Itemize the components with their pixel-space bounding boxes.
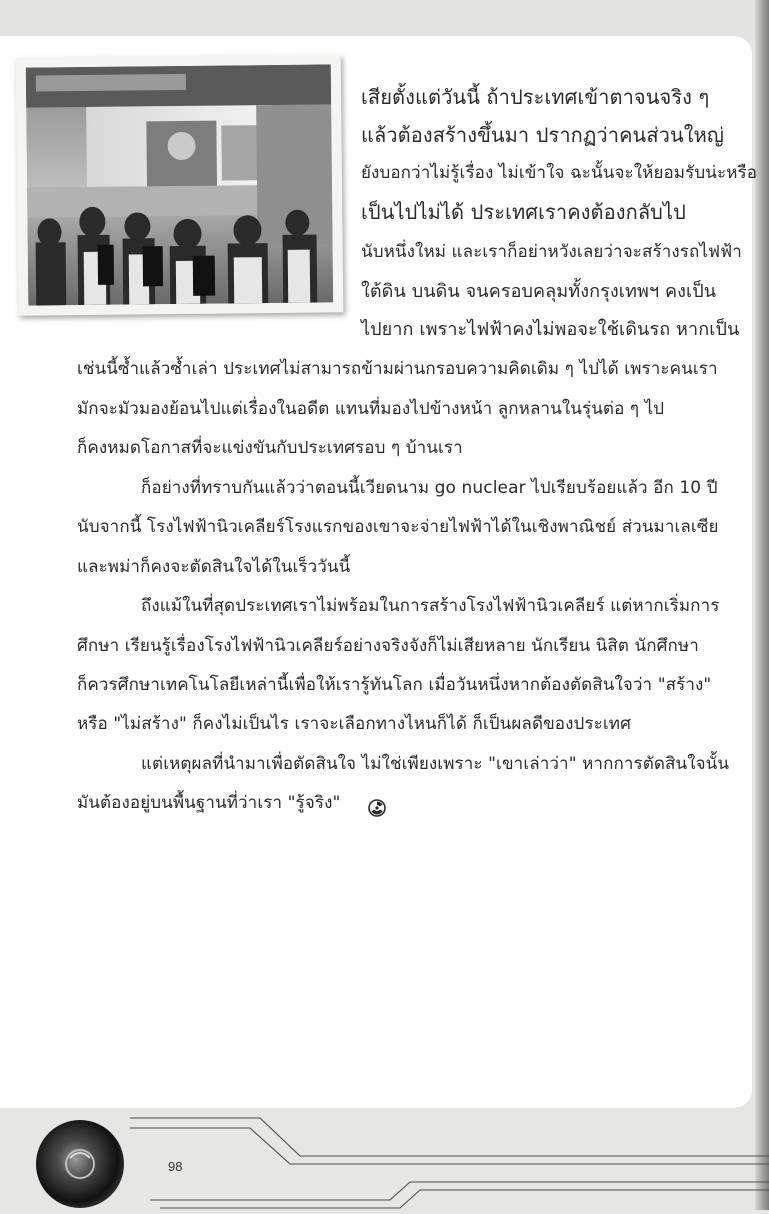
text-line: ก็อย่างที่ทราบกันแล้วว่าตอนนี้เวียดนาม go nuclear ไปเรียบร้อยแล้ว อีก 10 ปี bbox=[141, 478, 718, 498]
text-line: และพม่าก็คงจะตัดสินใจได้ในเร็ววันนี้ bbox=[77, 557, 351, 577]
text-line: ก็คงหมดโอกาสที่จะแข่งขันกับประเทศรอบ ๆ บ้านเรา bbox=[77, 438, 463, 458]
globe-orb-icon bbox=[36, 1120, 124, 1208]
text-line: นับหนึ่งใหม่ และเราก็อย่าหวังเลยว่าจะสร้างรถไฟฟ้า bbox=[361, 242, 742, 262]
page-footer bbox=[0, 1108, 769, 1210]
radiation-icon bbox=[368, 799, 386, 817]
text-line: ถึงแม้ในที่สุดประเทศเราไม่พร้อมในการสร้างโรงไฟฟ้านิวเคลียร์ แต่หากเริ่มการ bbox=[141, 596, 720, 616]
text-line: มันต้องอยู่บนพื้นฐานที่ว่าเรา "รู้จริง" bbox=[77, 793, 341, 813]
footer-circuit-decoration bbox=[0, 1108, 769, 1210]
text-line: แต่เหตุผลที่นำมาเพื่อตัดสินใจ ไม่ใช่เพียงเพราะ "เขาเล่าว่า" หากการตัดสินใจนั้น bbox=[141, 754, 730, 774]
text-line: ยังบอกว่าไม่รู้เรื่อง ไม่เข้าใจ ฉะนั้นจะให้ยอมรับน่ะหรือ bbox=[361, 163, 758, 183]
text-line: นับจากนี้ โรงไฟฟ้านิวเคลียร์โรงแรกของเขาจะจ่ายไฟฟ้าได้ในเชิงพาณิชย์ ส่วนมาเลเซีย bbox=[77, 517, 719, 537]
page-number: 98 bbox=[168, 1159, 183, 1174]
text-line: ใต้ดิน บนดิน จนครอบคลุมทั้งกรุงเทพฯ คงเป็น bbox=[361, 281, 717, 302]
text-line: แล้วต้องสร้างขึ้นมา ปรากฏว่าคนส่วนใหญ่ bbox=[361, 123, 725, 147]
text-line: เช่นนี้ซ้ำแล้วซ้ำเล่า ประเทศไม่สามารถข้ามผ่านกรอบความคิดเดิม ๆ ไปได้ เพราะคนเรา bbox=[77, 359, 718, 379]
text-line: เสียตั้งแต่วันนี้ ถ้าประเทศเข้าตาจนจริง ๆ bbox=[361, 85, 710, 109]
text-line: หรือ "ไม่สร้าง" ก็คงไม่เป็นไร เราจะเลือกทางไหนก็ได้ ก็เป็นผลดีของประเทศ bbox=[77, 714, 631, 734]
text-line: เป็นไปไม่ได้ ประเทศเราคงต้องกลับไป bbox=[361, 200, 686, 224]
text-line: ไปยาก เพราะไฟฟ้าคงไม่พอจะใช้เดินรถ หากเป็น bbox=[361, 319, 740, 340]
text-line: มักจะมัวมองย้อนไปแต่เรื่องในอดีต แทนที่มองไปข้างหน้า ลูกหลานในรุ่นต่อ ๆ ไป bbox=[77, 399, 665, 419]
text-line: ศึกษา เรียนรู้เรื่องโรงไฟฟ้านิวเคลียร์อย่างจริงจังก็ไม่เสียหลาย นักเรียน นิสิต นักศึกษา bbox=[77, 636, 699, 656]
text-line: ก็ควรศึกษาเทคโนโลยีเหล่านี้เพื่อให้เรารู้ทันโลก เมื่อวันหนึ่งหากต้องตัดสินใจว่า "สร้าง" bbox=[77, 675, 712, 695]
